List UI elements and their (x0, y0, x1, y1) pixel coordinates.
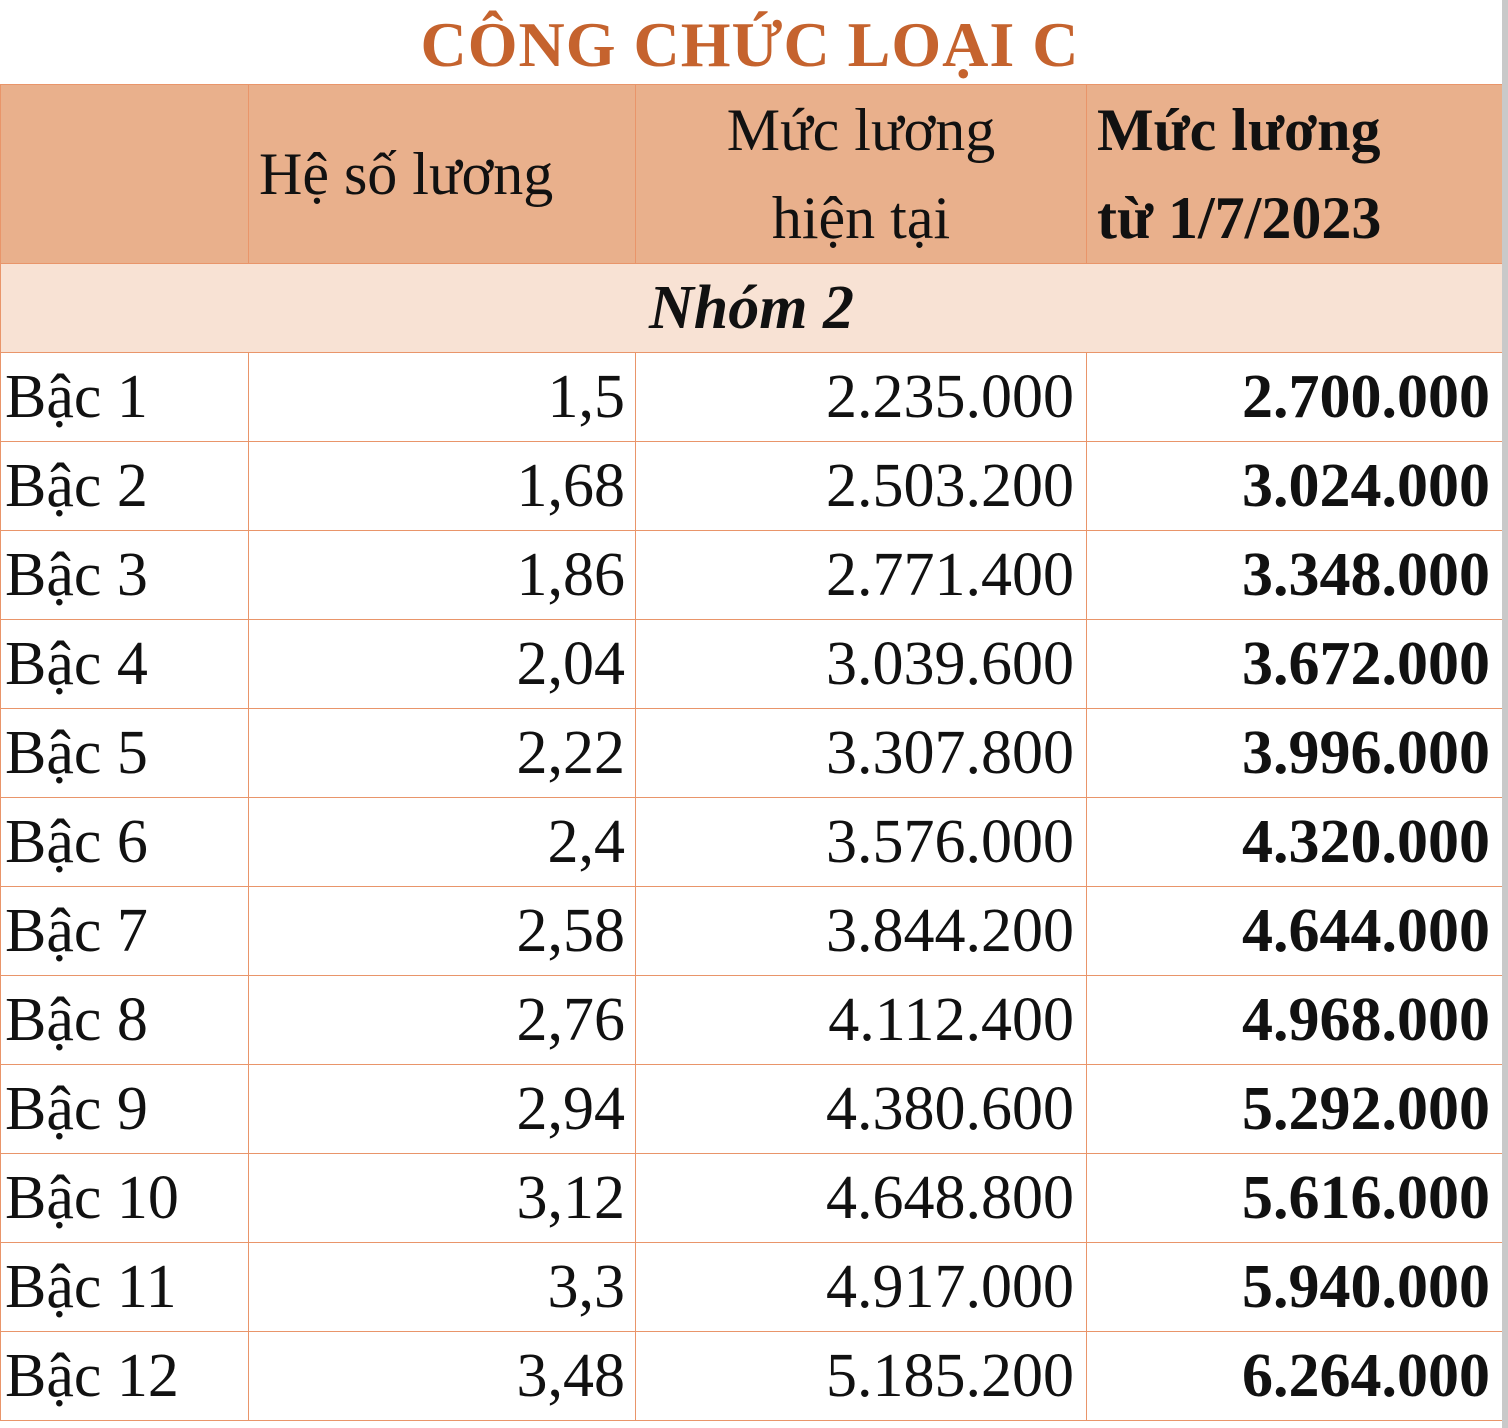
new-salary-cell: 5.292.000 (1087, 1065, 1503, 1154)
grade-cell: Bậc 7 (1, 887, 249, 976)
grade-cell: Bậc 2 (1, 442, 249, 531)
header-current-salary-line1: Mức lương (726, 97, 996, 163)
header-new-salary (1087, 85, 1503, 264)
coefficient-cell: 2,22 (249, 709, 636, 798)
coefficient-cell: 1,5 (249, 353, 636, 442)
table-row (1, 531, 1503, 620)
table-row (1, 442, 1503, 531)
header-new-salary-line2: từ 1/7/2023 (1097, 185, 1382, 251)
grade-cell: Bậc 9 (1, 1065, 249, 1154)
current-salary-cell: 4.112.400 (636, 976, 1087, 1065)
coefficient-cell: 1,68 (249, 442, 636, 531)
grade-cell: Bậc 3 (1, 531, 249, 620)
table-row (1, 887, 1503, 976)
current-salary-cell: 4.917.000 (636, 1243, 1087, 1332)
grade-cell: Bậc 1 (1, 353, 249, 442)
new-salary-cell: 4.644.000 (1087, 887, 1503, 976)
new-salary-cell: 4.320.000 (1087, 798, 1503, 887)
grade-cell: Bậc 6 (1, 798, 249, 887)
header-new-salary-line1: Mức lương (1097, 97, 1381, 163)
current-salary-cell: 2.235.000 (636, 353, 1087, 442)
new-salary-cell: 3.348.000 (1087, 531, 1503, 620)
coefficient-cell: 3,3 (249, 1243, 636, 1332)
table-row (1, 620, 1503, 709)
grade-cell: Bậc 5 (1, 709, 249, 798)
table-row (1, 976, 1503, 1065)
table-row (1, 1065, 1503, 1154)
new-salary-cell: 5.940.000 (1087, 1243, 1503, 1332)
table-row (1, 1332, 1503, 1421)
new-salary-cell: 3.024.000 (1087, 442, 1503, 531)
current-salary-cell: 4.380.600 (636, 1065, 1087, 1154)
current-salary-cell: 4.648.800 (636, 1154, 1087, 1243)
coefficient-cell: 3,12 (249, 1154, 636, 1243)
current-salary-cell: 5.185.200 (636, 1332, 1087, 1421)
grade-cell: Bậc 12 (1, 1332, 249, 1421)
group-row (1, 264, 1503, 353)
header-row (1, 85, 1503, 264)
table-row (1, 1154, 1503, 1243)
grade-cell: Bậc 11 (1, 1243, 249, 1332)
current-salary-cell: 2.503.200 (636, 442, 1087, 531)
current-salary-cell: 2.771.400 (636, 531, 1087, 620)
table-row (1, 1243, 1503, 1332)
header-coefficient: Hệ số lương (249, 85, 636, 264)
table-row (1, 709, 1503, 798)
new-salary-cell: 5.616.000 (1087, 1154, 1503, 1243)
coefficient-cell: 1,86 (249, 531, 636, 620)
coefficient-cell: 2,58 (249, 887, 636, 976)
coefficient-cell: 2,4 (249, 798, 636, 887)
table-row (1, 798, 1503, 887)
new-salary-cell: 3.672.000 (1087, 620, 1503, 709)
current-salary-cell: 3.576.000 (636, 798, 1087, 887)
salary-table (0, 84, 1503, 1421)
new-salary-cell: 3.996.000 (1087, 709, 1503, 798)
table-row (1, 353, 1503, 442)
new-salary-cell: 2.700.000 (1087, 353, 1503, 442)
header-grade (1, 85, 249, 264)
window-edge (1502, 0, 1508, 1428)
new-salary-cell: 6.264.000 (1087, 1332, 1503, 1421)
coefficient-cell: 2,94 (249, 1065, 636, 1154)
new-salary-cell: 4.968.000 (1087, 976, 1503, 1065)
group-label: Nhóm 2 (1, 264, 1503, 353)
header-current-salary (636, 85, 1087, 264)
current-salary-cell: 3.844.200 (636, 887, 1087, 976)
coefficient-cell: 3,48 (249, 1332, 636, 1421)
grade-cell: Bậc 4 (1, 620, 249, 709)
coefficient-cell: 2,76 (249, 976, 636, 1065)
table-title: CÔNG CHỨC LOẠI C (420, 9, 1080, 80)
grade-cell: Bậc 10 (1, 1154, 249, 1243)
current-salary-cell: 3.307.800 (636, 709, 1087, 798)
header-current-salary-line2: hiện tại (771, 185, 951, 251)
current-salary-cell: 3.039.600 (636, 620, 1087, 709)
grade-cell: Bậc 8 (1, 976, 249, 1065)
coefficient-cell: 2,04 (249, 620, 636, 709)
